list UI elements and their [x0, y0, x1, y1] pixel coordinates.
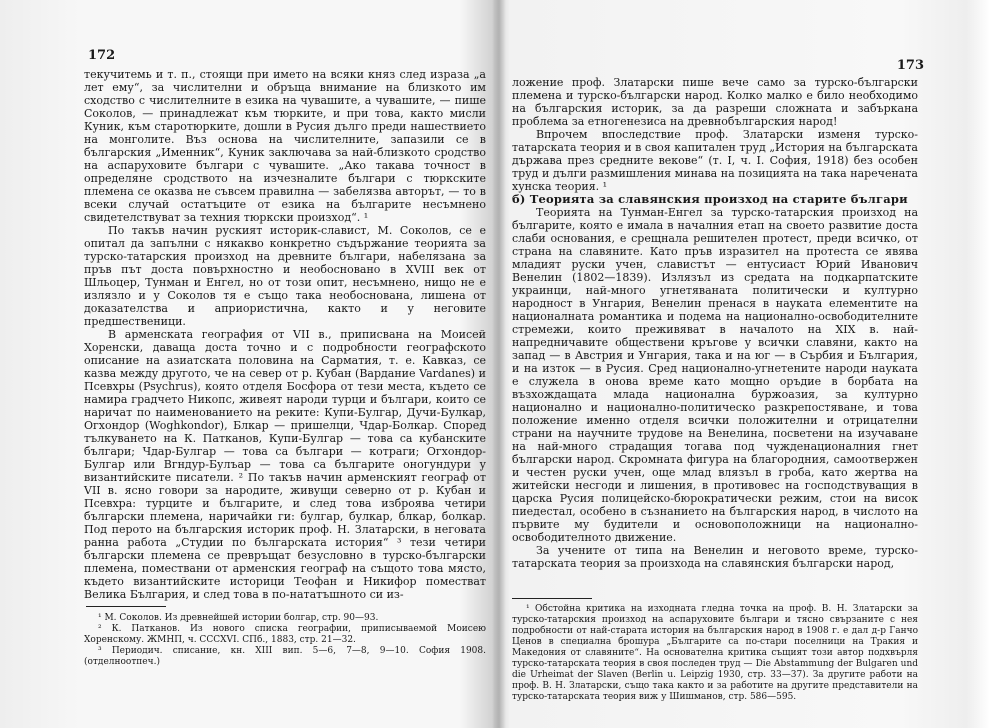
- left-paragraph-3: В арменската география от VII в., приписвана на Моисей Хоренски, даваща доста точно и с подробности географското описание на азиатската половина на Сарматия, т. е. Кавказ, се казва между другото, че на север от р. Кубан (Вардание Vardanes) и Псевхры (Psychrus), която отделя Босфора от тези места, където се намира градчето Никопс, живеят народи турци и българи, които се наричат по наименованието на реките: Купи-Булгар, Дучи-Булкар, Огхондор (Woghkondor), Блкар — пришелци, Чдар-Болкар. Според тълкуването на К. Патканов, Купи-Булгар — това са кубанските българи; Чдар-Булгар — това са българи — котраги; Огхондор-Булгар или Вгндур-Булъар — това са българите оногундури у византийските писатели. ² По такъв начин арменският географ от VII в. ясно говори за народите, живущи северно от р. Кубан и Псевхра: турците и българите, и след това изброява четири български племена, наричайки ги: булгар, булкар, блкар, болкар. Под перото на българския историк проф. Н. Златарски, в неговата ранна работа „Студии по българската история“ ³ тези четири български племена се превръщат безусловно в турско-български племена, помествани от арменския географ на същото това място, където византийските историци Теофан и Никифор поместват Велика България, и след това в по-нататъшното си из-: [84, 328, 486, 601]
- left-page-number: 172: [88, 48, 116, 63]
- book-gutter: [492, 0, 506, 728]
- right-page: [512, 0, 924, 728]
- scan-edge: [966, 0, 1000, 728]
- right-page-number: 173: [896, 58, 924, 73]
- right-paragraph-1: Теорията на Тунман-Енгел за турско-татарския произход на българите, която е имала в началния етап на своето развитие доста слаби основания, е срещнала решителен протест, преди всичко, от страна на славяните. Като пръв изразител на протеста се явява младият руски учен, славистът — ентусиаст Юрий Иванович Венелин (1802—1839). Излязъл из средата на подкарпатските украинци, най-много угнетяваната политически и културно народност в Унгария, Венелин пренася в науката елементите на националната романтика и подема на национално-освободителните стремежи, които преживяват в началото на XIX в. най-напредничавите обществени кръгове у всички славяни, както на запад — в Австрия и Унгария, така и на юг — в Сърбия и България, и на изток — в Русия. Сред национално-угнетените народи науката е служела в онова време като мощно оръдие в борбата на възхождащата млада национална буржоазия, за културно национално и национално-политическо разкрепостяване, и това положение именно отделя всички положителни и отрицателни страни на научните трудове на Венелина, посветени на изучаване на най-много страдащия тогава под чужденационалния гнет български народ. Скромната фигура на благородния, самоотвержен и честен руски учен, още млад влязъл в гроба, като жертва на житейски несгоди и лишения, в противовес на господствуващия в царска Русия полицейско-бюрократически режим, стои на висок пиедестал, особено в съзнанието на българския народ, в числото на първите му будители и основоположници на национално-освободителното движение.: [512, 206, 918, 544]
- right-paragraph-2: За учените от типа на Венелин и неговото време, турско-татарската теория за произхода на славянския български народ,: [512, 544, 918, 570]
- right-footnotes: [512, 604, 918, 703]
- right-intro-paragraph-2: Впрочем впоследствие проф. Златарски изменя турско-татарската теория и в своя капитален труд „История на българската държава през средните векове“ (т. І, ч. І. София, 1918) без особен труд и дълги размишления минава на позицията на така наречената хунска теория. ¹: [512, 128, 918, 193]
- left-paragraph-2: По такъв начин руският историк-славист, М. Соколов, се е опитал да запълни с някакво конкретно съдържание теорията за турско-татарския произход на древните българи, набелязана за пръв път доста повърхностно и необосновано в XVIII век от Шльоцер, Тунман и Енгел, но от този опит, несъмнено, нищо не е излязло и у Соколов тя е също така необоснована, лишена от доказателства и априористична, както и у неговите предшественици.: [84, 224, 486, 328]
- left-footnote-divider: [86, 606, 166, 607]
- right-footnote-divider: [512, 598, 592, 599]
- left-paragraph-1: текучитемь и т. п., стоящи при името на всяки княз след израза „а лет ему“, за числителни и обръща внимание на близкото им сходство с числителните в езика на чувашите, а чувашите, — пише Соколов, — принадлежат към тюрките, и при това, както мисли Куник, към старотюрките, дошли в Русия дълго преди нашествието на монголите. Въз основа на числителните, запазили се в българския „Именник“, Куник заключава за най-близкото сродство на аспаруховите българи с чувашите. „Ако такава точност в определяне сродството на изчезналите българи с тюркските племена се оказва не съвсем правилна — забелязва авторът, — то в всеки случай остатъците от езика на българите несъмнено свидетелствуват за техния тюркски произход“. ¹: [84, 68, 486, 224]
- left-footnote-2: ² К. Патканов. Из нового списка географии, приписываемой Моисею Хоренскому. ЖМНП, ч. СССХVI. СПб., 1883, стр. 21—32.: [84, 624, 486, 645]
- left-footnote-1: ¹ М. Соколов. Из древнейшей истории болгар, стр. 90—93.: [98, 613, 379, 623]
- right-page-text: [512, 76, 918, 570]
- right-intro-paragraph-1: ложение проф. Златарски пише вече само за турско-български племена и турско-български народ. Колко малко е било необходимо на българския историк, за да разреши сложната и забъркана проблема за етногенезиса на древнобългарския народ!: [512, 76, 918, 128]
- left-page: [84, 0, 486, 728]
- left-footnote-3: ³ Периодич. списание, кн. XIII вип. 5—6, 7—8, 9—10. София 1908. (отделноотпеч.): [84, 646, 486, 667]
- right-footnote-1: ¹ Обстойна критика на изходната гледна точка на проф. В. Н. Златарски за турско-татарския произход на аспаруховите българи и тясно свързаните с нея подробности от най-старата история на българския народ в 1908 г. е дал д-р Ганчо Ценов в специална брошура „Българите са по-стари поселници на Тракия и Македония от славяните“. На основателна критика същият този автор подхвърля турско-татарската теория в своя последен труд — Die Abstammung der Bulgaren und die Urheimat der Slaven (Berlin u. Leipzig 1930, стр. 33—37). За другите работи на проф. В. Н. Златарски, също така както и за работите на другите представители на турско-татарската теория виж у Шишманов, стр. 586—595.: [512, 604, 918, 702]
- section-heading: б) Теорията за славянския произход на старите българи: [512, 192, 908, 206]
- left-footnotes: [84, 613, 486, 668]
- left-page-text: [84, 68, 486, 601]
